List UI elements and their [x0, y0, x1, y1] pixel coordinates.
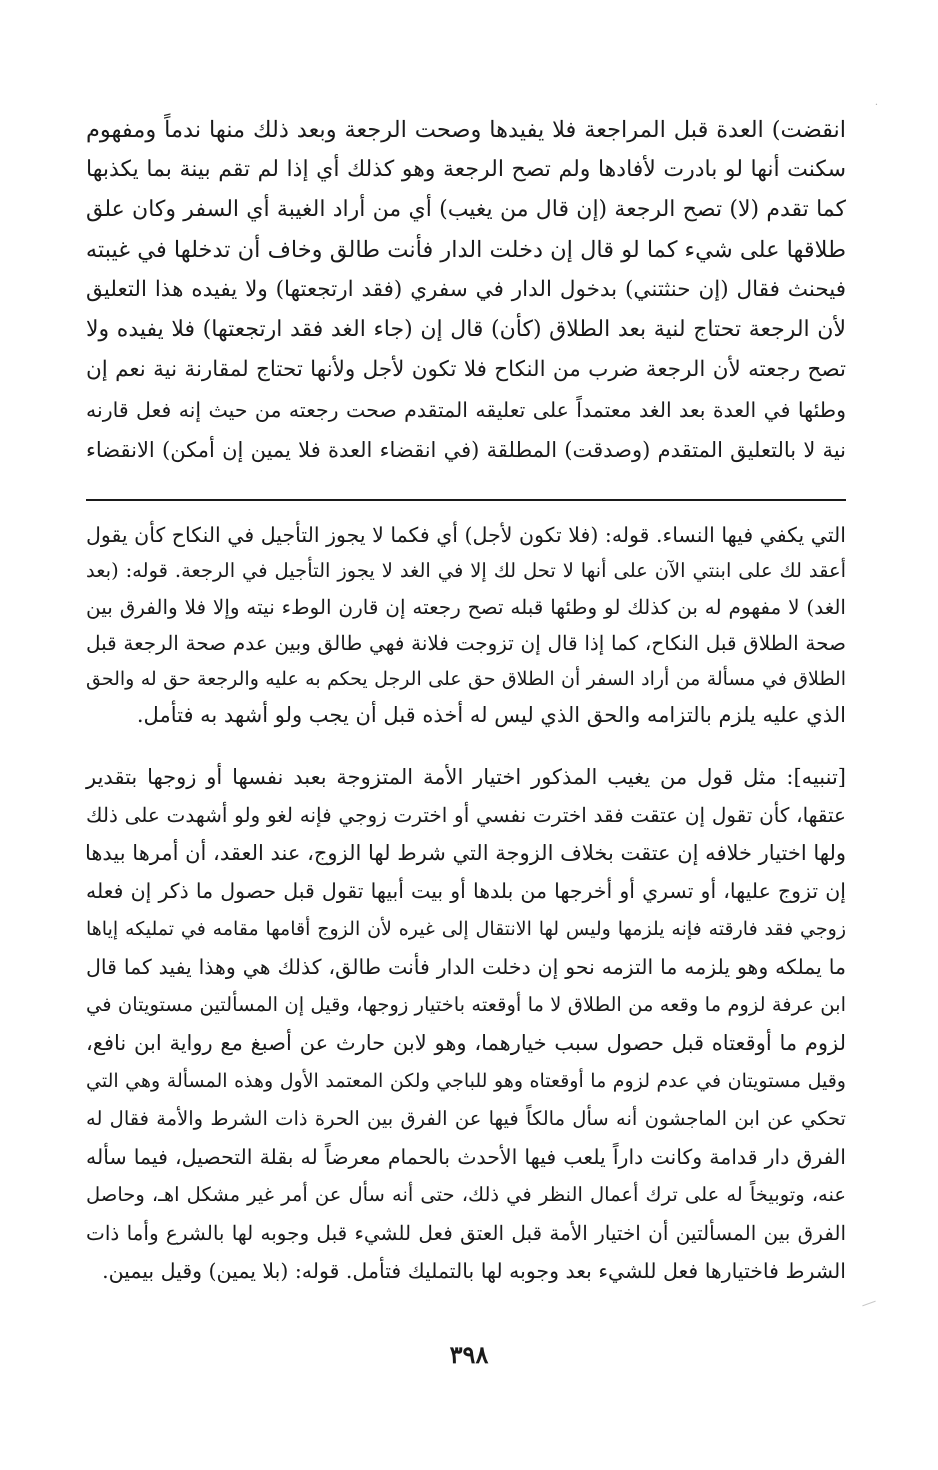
main-text-line: تصح رجعته لأن الرجعة ضرب من النكاح فلا تكون لأجل ولأنها تحتاج لمقارنة نية نعم إن	[86, 357, 846, 382]
footnote-line: [تنبيه]: مثل قول من يغيب المذكور اختيار الأمة المتزوجة بعبد نفسها أو زوجها بتقدير	[86, 765, 846, 789]
margin-mark	[862, 1301, 875, 1307]
main-text-line: فيحنث فقال (إن حنثتني) بدخول الدار في سفري (فقد ارتجعتها) ولا يفيده هذا التعليق	[86, 277, 846, 302]
main-text-line: سكنت أنها لو بادرت لأفادها ولم تصح الرجعة وهو كذلك أي إذا لم تقم بينة بما يكذبها	[86, 157, 846, 182]
footnote-line: وقيل مستويتان في عدم لزوم ما أوقعتاه وهو للباجي ولكن المعتمد الأول وهذه المسألة وهي التي	[86, 1070, 846, 1092]
footnote-line: ولها اختيار خلافه إن عتقت بخلاف الزوجة التي شرط لها الزوج، عند العقد، أن أمرها بيدها	[84, 841, 846, 865]
footnote-line: الطلاق في مسألة من أراد السفر أن الطلاق حق على الرجل يحكم به عليه والرجعة حق له والحق	[86, 668, 846, 690]
footnote-line: أعقد لك على ابنتي الآن على أنها لا تحل لك إلا في الغد لا يجوز التأجيل في الرجعة. قوله: (بعد	[86, 559, 846, 582]
footnote-line: الفرق بين المسألتين أن اختيار الأمة قبل العتق فعل للشيء قبل وجوبه لها بالشرع وأما ذات	[86, 1221, 846, 1245]
footnote-line: الفرق دار قدامة وكانت داراً يلعب فيها الأحدث بالحمام معرضاً له بقلة التحصيل، فيما سأله	[86, 1145, 846, 1169]
main-text	[86, 112, 846, 492]
footnote-line: لزوم ما أوقعتاه قبل حصول سبب خيارهما، وهو لابن حارث عن أصبغ مع رواية ابن نافع،	[86, 1031, 846, 1055]
footnote-line: الغد) لا مفهوم له بن كذلك لو وطئها قبله تصح رجعته إن قارن الوطء نيته وإلا فلا والفرق بين	[86, 595, 846, 619]
footnote-line: عتقها، كأن تقول إن عتقت فقد اخترت نفسي أو اخترت زوجي فإنه لغو ولو أشهدت على ذلك	[86, 803, 846, 827]
footnote-line: تحكي عن ابن الماجشون أنه سأل مالكاً فيها عن الفرق بين الحرة ذات الشرط والأمة فقال له	[86, 1107, 846, 1130]
footnote-line: عنه، وتوبيخاً له على ترك أعمال النظر في ذلك، حتى أنه سأل عن أمر غير مشكل اهـ، وحاصل	[86, 1183, 846, 1206]
main-text-line: انقضت) العدة قبل المراجعة فلا يفيدها وصحت الرجعة وبعد ذلك منها ندماً ومفهوم	[86, 117, 846, 143]
footnote-line: زوجي فقد فارقته فإنه يلزمها وليس لها الانتقال إلى غيره لأن الزوج أقامها مقامه في تمليكه إياها	[86, 918, 846, 940]
footnote-divider	[86, 499, 846, 501]
footnote-1	[86, 518, 846, 748]
main-text-line: كما تقدم (لا) تصح الرجعة (إن قال من يغيب) أي من أراد الغيبة أي السفر وكان علق	[86, 197, 846, 222]
footnote-line: الشرط فاختيارها فعل للشيء بعد وجوبه لها بالتمليك فتأمل. قوله: (بلا يمين) وقيل بيمين.	[102, 1259, 846, 1283]
margin-mark: ·	[874, 100, 878, 111]
footnote-line: صحة الطلاق قبل النكاح، كما إذا قال إن تزوجت فلانة فهي طالق وبين عدم صحة الرجعة قبل	[86, 631, 846, 655]
footnote-line: ما يملكه وهو يلزمه ما التزمه نحو إن دخلت الدار فأنت طالق، كذلك هي وهذا يفيد كما قال	[86, 955, 846, 979]
page-number: ٣٩٨	[449, 1340, 489, 1369]
main-text-line: لأن الرجعة تحتاج لنية بعد الطلاق (كأن) قال إن (جاء الغد فقد ارتجعتها) فلا يفيده ولا	[86, 317, 846, 342]
footnote-2	[86, 760, 846, 1320]
footnote-line: إن تزوج عليها، أو تسري أو أخرجها من بلدها أو بيت أبيها تقول قبل حصول ما ذكر إن فعله	[86, 879, 846, 903]
main-text-line: وطئها في العدة بعد الغد معتمداً على تعليقه المتقدم صحت رجعته من حيث إنه فعل قارنه	[86, 398, 846, 422]
footnote-line: التي يكفي فيها النساء. قوله: (فلا تكون لأجل) أي فكما لا يجوز التأجيل في النكاح كأن يقول	[86, 523, 846, 547]
footnote-line: ابن عرفة لزوم ما وقعه من الطلاق لا ما أوقعته باختيار زوجها، وقيل إن المسألتين مستويتان في	[86, 993, 846, 1016]
main-text-line: طلاقها على شيء كما لو قال إن دخلت الدار فأنت طالق وخاف أن تدخلها في غيبته	[85, 237, 846, 263]
footnote-line: الذي عليه يلزم بالتزامه والحق الذي ليس له أخذه قبل أن يجب ولو أشهد به فتأمل.	[136, 703, 846, 727]
main-text-line: نية لا بالتعليق المتقدم (وصدقت) المطلقة (في انقضاء العدة فلا يمين إن أمكن) الانقضاء	[86, 438, 846, 462]
